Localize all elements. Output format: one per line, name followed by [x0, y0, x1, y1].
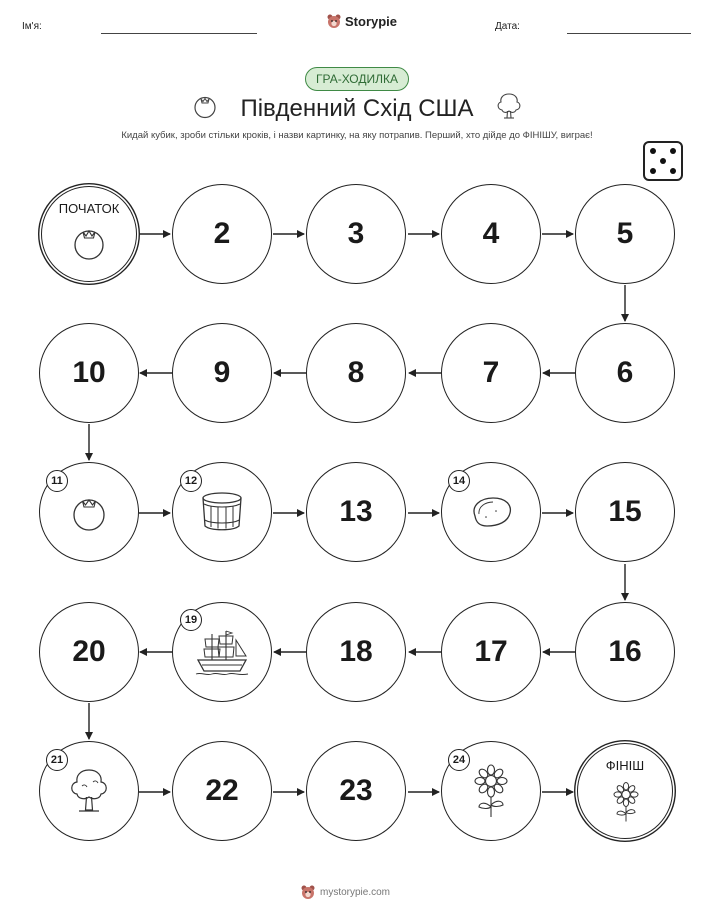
board-space-6[interactable]: [575, 323, 675, 423]
brand-name: Storypie: [345, 13, 398, 29]
space-number: 18: [339, 635, 373, 668]
page-title: Південний Схід США: [240, 95, 474, 122]
bear-logo-icon: [300, 884, 316, 900]
space-number: 6: [616, 356, 634, 389]
space-number: 13: [339, 495, 373, 528]
ship-icon: [192, 626, 252, 678]
space-number: 8: [347, 356, 365, 389]
date-label: Дата:: [495, 21, 520, 32]
board-space-20[interactable]: [39, 602, 139, 702]
blueberry-icon: [69, 223, 109, 263]
space-number: 9: [213, 356, 231, 389]
board-space-2[interactable]: [172, 184, 272, 284]
board-space-4[interactable]: [441, 184, 541, 284]
space-number: 2: [213, 217, 231, 250]
finish-space[interactable]: [577, 743, 673, 839]
board-space-8[interactable]: [306, 323, 406, 423]
space-number: 3: [347, 217, 365, 250]
space-number-badge: 21: [46, 749, 68, 771]
game-type-badge: ГРА-ХОДИЛКА: [305, 67, 409, 91]
space-number: 17: [474, 635, 508, 668]
footer-url[interactable]: mystorypie.com: [320, 886, 391, 898]
blueberry-icon: [67, 490, 111, 534]
start-label: ПОЧАТОК: [58, 201, 120, 216]
footer: [300, 884, 420, 900]
space-number-badge: 14: [448, 470, 470, 492]
space-number: 4: [482, 217, 500, 250]
space-number: 16: [608, 635, 642, 668]
board-space-5[interactable]: [575, 184, 675, 284]
space-number: 5: [616, 217, 634, 250]
board-space-9[interactable]: [172, 323, 272, 423]
board-space-15[interactable]: [575, 462, 675, 562]
board-space-17[interactable]: [441, 602, 541, 702]
finish-label: ФІНІШ: [605, 758, 645, 773]
board-space-13[interactable]: [306, 462, 406, 562]
sunflower-icon: [611, 777, 641, 827]
board-space-18[interactable]: [306, 602, 406, 702]
board-space-16[interactable]: [575, 602, 675, 702]
instructions: Кидай кубик, зроби стільки кроків, і назви картинку, на яку потрапив. Перший, хто дійде до ФІНІШУ, виграє!: [121, 130, 593, 141]
space-number-badge: 12: [180, 470, 202, 492]
space-number: 20: [72, 635, 106, 668]
board-space-10[interactable]: [39, 323, 139, 423]
space-number: 22: [205, 774, 239, 807]
drum-icon: [197, 489, 247, 535]
start-space[interactable]: [41, 186, 137, 282]
name-label: Ім'я:: [22, 21, 42, 32]
space-number-badge: 24: [448, 749, 470, 771]
board-space-22[interactable]: [172, 741, 272, 841]
sunflower-icon: [471, 763, 511, 819]
tree-icon: [66, 766, 112, 816]
board-space-3[interactable]: [306, 184, 406, 284]
space-number-badge: 19: [180, 609, 202, 631]
potato-icon: [466, 492, 516, 532]
space-number-badge: 11: [46, 470, 68, 492]
space-number: 10: [72, 356, 106, 389]
space-number: 7: [482, 356, 500, 389]
board-space-23[interactable]: [306, 741, 406, 841]
space-number: 15: [608, 495, 642, 528]
space-number: 23: [339, 774, 373, 807]
board-space-7[interactable]: [441, 323, 541, 423]
